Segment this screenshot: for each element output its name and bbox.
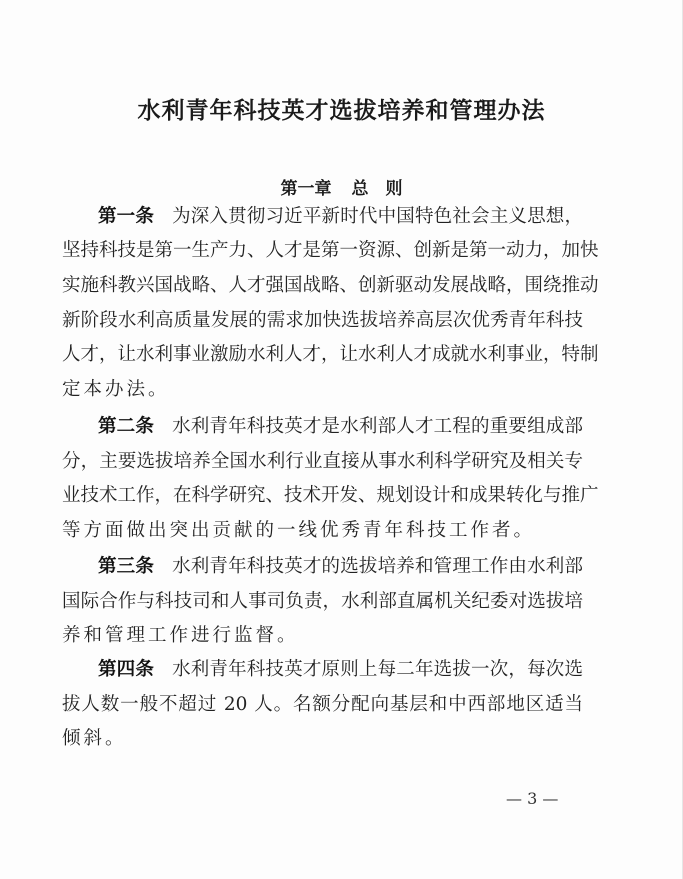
article-4-line <box>98 658 583 682</box>
article-text: 为深入贯彻习近平新时代中国特色社会主义思想， <box>172 206 583 227</box>
article-3-line: 国际合作与科技司和人事司负责，水利部直属机关纪委对选拔培 <box>62 591 583 612</box>
article-label: 第四条 <box>98 659 155 680</box>
article-1-line: 新阶段水利高质量发展的需求加快选拔培养高层次优秀青年科技 <box>62 310 583 331</box>
chapter-heading <box>0 174 683 199</box>
article-text: 水利青年科技英才的选拔培养和管理工作由水利部 <box>172 556 583 577</box>
chapter-number: 第一章 <box>280 179 332 199</box>
article-3-line: 养和管理工作进行监督。 <box>62 625 299 646</box>
article-1-line: 定本办法。 <box>62 379 170 400</box>
article-2-line: 业技术工作，在科学研究、技术开发、规划设计和成果转化与推广 <box>62 485 599 506</box>
chapter-name: 总 则 <box>351 179 403 199</box>
article-1-line: 人才，让水利事业激励水利人才，让水利人才成就水利事业，特制 <box>62 344 599 365</box>
article-2-line <box>98 415 583 439</box>
article-label: 第一条 <box>98 206 155 227</box>
document-title: 水利青年科技英才选拔培养和管理办法 <box>137 97 546 124</box>
article-4-line: 拔人数一般不超过 20 人。名额分配向基层和中西部地区适当 <box>62 694 583 715</box>
article-1-line: 实施科教兴国战略、人才强国战略、创新驱动发展战略，围绕推动 <box>62 275 599 296</box>
article-2-line: 等方面做出突出贡献的一线优秀青年科技工作者。 <box>62 520 536 541</box>
article-text: 水利青年科技英才是水利部人才工程的重要组成部 <box>172 416 583 437</box>
article-label: 第三条 <box>98 556 155 577</box>
article-4-line: 倾斜。 <box>62 728 127 749</box>
page-number: — 3 — <box>506 789 559 808</box>
article-3-line <box>98 555 583 579</box>
article-text: 水利青年科技英才原则上每二年选拔一次，每次选 <box>172 659 583 680</box>
article-label: 第二条 <box>98 416 155 437</box>
article-1-line <box>98 205 583 229</box>
article-2-line: 分，主要选拔培养全国水利行业直接从事水利科学研究及相关专 <box>62 451 583 472</box>
article-1-line: 坚持科技是第一生产力、人才是第一资源、创新是第一动力，加快 <box>62 240 599 261</box>
